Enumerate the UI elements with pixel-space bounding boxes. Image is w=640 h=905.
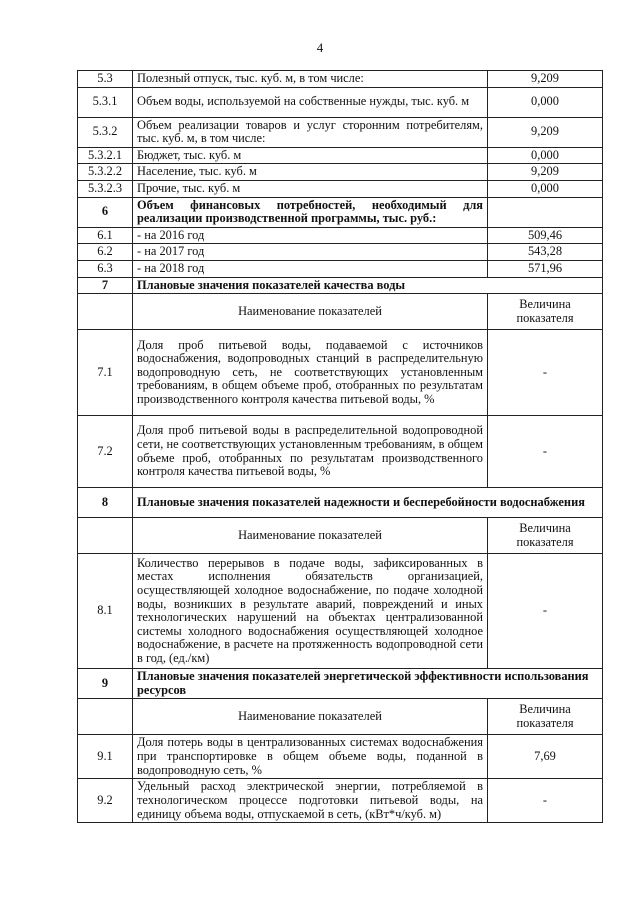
- section-number: 6: [78, 197, 133, 227]
- row-value: 0,000: [488, 180, 603, 197]
- row-text: - на 2017 год: [133, 244, 488, 261]
- section-header-row: [78, 197, 603, 227]
- row-number: 5.3.1: [78, 87, 133, 117]
- row-text: Полезный отпуск, тыс. куб. м, в том числе:: [133, 71, 488, 88]
- row-number: 7.2: [78, 416, 133, 488]
- header-value: Величина показателя: [488, 699, 603, 735]
- row-value: 571,96: [488, 260, 603, 277]
- row-text: - на 2018 год: [133, 260, 488, 277]
- section-number: 8: [78, 488, 133, 518]
- table-row: [78, 71, 603, 88]
- row-value: -: [488, 779, 603, 823]
- section-title: Плановые значения показателей надежности и бесперебойности водоснабжения: [133, 488, 603, 518]
- page-number: 4: [316, 40, 324, 55]
- table-row: [78, 164, 603, 181]
- section-number: 9: [78, 669, 133, 699]
- row-value: 9,209: [488, 117, 603, 147]
- table-row: [78, 779, 603, 823]
- column-header-row: [78, 518, 603, 554]
- row-text: Объем реализации товаров и услуг сторонним потребителям, тыс. куб. м, в том числе:: [133, 117, 488, 147]
- row-text: Бюджет, тыс. куб. м: [133, 147, 488, 164]
- header-name: Наименование показателей: [133, 294, 488, 330]
- row-value: -: [488, 554, 603, 669]
- row-number: 6.1: [78, 227, 133, 244]
- section-value-empty: [488, 197, 603, 227]
- table-row: [78, 260, 603, 277]
- section-title: Плановые значения показателей энергетической эффективности использования ресурсов: [133, 669, 603, 699]
- row-number: 5.3.2.1: [78, 147, 133, 164]
- row-value: 0,000: [488, 87, 603, 117]
- row-text: Доля потерь воды в централизованных системах водоснабжения при транспортировке в общем объеме воды, поданной в водопроводную сеть, %: [133, 735, 488, 779]
- row-value: 0,000: [488, 147, 603, 164]
- row-number: 5.3.2.2: [78, 164, 133, 181]
- table-row: [78, 180, 603, 197]
- row-value: -: [488, 416, 603, 488]
- column-header-row: [78, 294, 603, 330]
- table-row: [78, 735, 603, 779]
- row-text: Доля проб питьевой воды в распределительной водопроводной сети, не соответствующих установленным требованиям, в общем объеме проб, отобранных по результатам производственного контроля качества питьевой воды, %: [133, 416, 488, 488]
- header-empty: [78, 294, 133, 330]
- row-text: Прочие, тыс. куб. м: [133, 180, 488, 197]
- header-empty: [78, 699, 133, 735]
- row-number: 9.1: [78, 735, 133, 779]
- row-text: Удельный расход электрической энергии, потребляемой в технологическом процессе подготовки питьевой воды, на единицу объема воды, отпускаемой в сеть, (кВт*ч/куб. м): [133, 779, 488, 823]
- table-row: [78, 87, 603, 117]
- section-header-row: [78, 277, 603, 294]
- table-row: [78, 416, 603, 488]
- row-value: 543,28: [488, 244, 603, 261]
- row-number: 7.1: [78, 330, 133, 416]
- header-name: Наименование показателей: [133, 518, 488, 554]
- row-number: 5.3.2: [78, 117, 133, 147]
- table-row: [78, 554, 603, 669]
- production-program-table: [77, 70, 603, 823]
- row-number: 9.2: [78, 779, 133, 823]
- table-row: [78, 147, 603, 164]
- row-text: Население, тыс. куб. м: [133, 164, 488, 181]
- section-header-row: [78, 488, 603, 518]
- row-number: 6.2: [78, 244, 133, 261]
- table-row: [78, 330, 603, 416]
- section-title: Объем финансовых потребностей, необходимый для реализации производственной программы, тыс. руб.:: [133, 197, 488, 227]
- header-empty: [78, 518, 133, 554]
- column-header-row: [78, 699, 603, 735]
- table-row: [78, 227, 603, 244]
- row-value: 509,46: [488, 227, 603, 244]
- section-title: Плановые значения показателей качества воды: [133, 277, 603, 294]
- row-text: Доля проб питьевой воды, подаваемой с источников водоснабжения, водопроводных станций в распределительную водопроводную сеть, не соответствующих установленным требованиям, в общем объеме проб, отобранных по результатам производственного контроля качества питьевой воды, %: [133, 330, 488, 416]
- row-value: 9,209: [488, 71, 603, 88]
- row-number: 5.3.2.3: [78, 180, 133, 197]
- row-number: 6.3: [78, 260, 133, 277]
- row-number: 5.3: [78, 71, 133, 88]
- section-header-row: [78, 669, 603, 699]
- section-number: 7: [78, 277, 133, 294]
- row-value: 7,69: [488, 735, 603, 779]
- row-value: -: [488, 330, 603, 416]
- row-value: 9,209: [488, 164, 603, 181]
- row-text: Объем воды, используемой на собственные нужды, тыс. куб. м: [133, 87, 488, 117]
- table-row: [78, 117, 603, 147]
- header-name: Наименование показателей: [133, 699, 488, 735]
- row-number: 8.1: [78, 554, 133, 669]
- header-value: Величина показателя: [488, 294, 603, 330]
- row-text: Количество перерывов в подаче воды, зафиксированных в местах исполнения обязательств организацией, осуществляющей холодное водоснабжение, по подаче холодной воды, возникших в результате аварий, повреждений и иных технологических нарушений на объектах централизованной системы холодного водоснабжения осуществляющей холодное водоснабжение, в расчете на протяженность водопроводной сети в год, (ед./км): [133, 554, 488, 669]
- row-text: - на 2016 год: [133, 227, 488, 244]
- table-row: [78, 244, 603, 261]
- header-value: Величина показателя: [488, 518, 603, 554]
